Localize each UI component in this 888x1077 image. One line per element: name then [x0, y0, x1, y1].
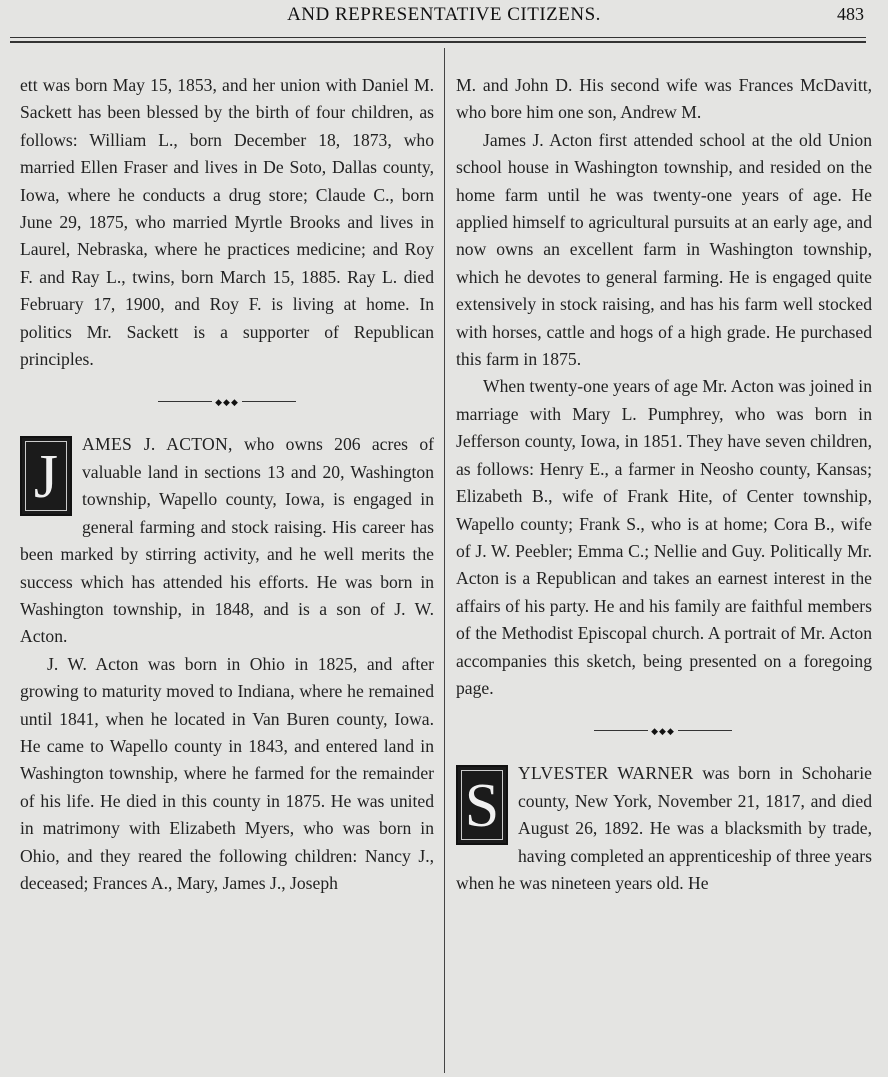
- page-number: 483: [837, 4, 864, 24]
- running-header: [0, 0, 888, 36]
- column-divider: [444, 48, 445, 1073]
- header-rule-thick: [10, 41, 866, 43]
- drop-cap-letter: S: [464, 772, 500, 841]
- separator-line-right: [242, 401, 296, 402]
- separator-line-left: [594, 730, 648, 731]
- paragraph-second-wife: M. and John D. His second wife was Frances McDavitt, who bore him one son, Andrew M.: [456, 75, 872, 123]
- lead-name: YLVESTER WARNER: [518, 763, 694, 784]
- separator-line-left: [158, 401, 212, 402]
- right-column: [456, 72, 872, 897]
- left-column: [20, 72, 434, 897]
- drop-cap-j: [20, 436, 72, 516]
- paragraph-marriage: When twenty-one years of age Mr. Acton was joined in marriage with Mary L. Pumphrey, who was born in Jefferson county, Iowa, in 1851. They have seven children, as follows: Henry E., a farmer in Neosho county, Kansas; Elizabeth B., wife of Frank Hite, of Center township, Wapello county; Frank S., who is at home; Cora B., wife of J. W. Peebler; Emma C.; Nellie and Guy. Politically Mr. Acton is a Republican and takes an earnest interest in the affairs of his party. He and his family are faithful members of the Methodist Episcopal church. A portrait of Mr. Acton accompanies this sketch, being presented on a foregoing page.: [456, 376, 872, 698]
- paragraph-jw-acton: J. W. Acton was born in Ohio in 1825, and after growing to maturity moved to Indiana, where he remained until 1841, when he located in Van Buren county, Iowa. He came to Wapello county in 1843, and entered land in Washington township, where he farmed for the remainder of his life. He died in this county in 1875. He was united in matrimony with Elizabeth Myers, who was born in Ohio, and they reared the following children: Nancy J., deceased; Frances A., Mary, James J., Joseph: [20, 653, 434, 893]
- separator-line-right: [678, 730, 732, 731]
- separator-ornament: ◆◆◆: [215, 397, 239, 408]
- paragraph-schooling: James J. Acton first attended school at the old Union school house in Washington township, and resided on the home farm until he was twenty-one years of age. He applied himself to agricultural pursuits at an early age, and now owns an excellent farm in Washington township, which he devotes to general farming. He is engaged quite extensively in stock raising, and has his farm well stocked with horses, cattle and hogs of a high grade. He purchased this farm in 1875.: [456, 129, 872, 370]
- section-separator: [20, 373, 434, 431]
- paragraph-james-acton-intro: [20, 431, 434, 650]
- paragraph-text: was born in Schoharie county, New York, November 21, 1817, and died August 26, 1892. He was a blacksmith by trade, having completed an apprenticeship of three years when he was nineteen years old. He: [456, 763, 872, 893]
- lead-name: AMES J. ACTON,: [82, 434, 233, 455]
- drop-cap-s: [456, 765, 508, 845]
- header-rule: [10, 37, 866, 38]
- paragraph-sylvester-warner: [456, 760, 872, 897]
- running-title: AND REPRESENTATIVE CITIZENS.: [287, 4, 601, 25]
- separator-ornament: ◆◆◆: [651, 726, 675, 737]
- paragraph-text: who owns 206 acres of valuable land in sections 13 and 20, Washington township, Wapello county, Iowa, is engaged in general farming and stock raising. His career has been marked by stirring activity, and he well merits the success which has attended his efforts. He was born in Washington township, in 1848, and is a son of J. W. Acton.: [20, 434, 434, 647]
- paragraph-sackett-children: ett was born May 15, 1853, and her union with Daniel M. Sackett has been blessed by the birth of four children, as follows: William L., born December 18, 1873, who married Ellen Fraser and lives in De Soto, Dallas county, Iowa, where he conducts a drug store; Claude C., born June 29, 1875, who married Myrtle Brooks and lives in Laurel, Nebraska, where he practices medicine; and Roy F. and Ray L., twins, born March 15, 1885. Ray L. died February 17, 1900, and Roy F. is living at home. In politics Mr. Sackett is a supporter of Republican principles.: [20, 75, 434, 370]
- section-separator: [456, 702, 872, 760]
- drop-cap-letter: J: [33, 443, 59, 512]
